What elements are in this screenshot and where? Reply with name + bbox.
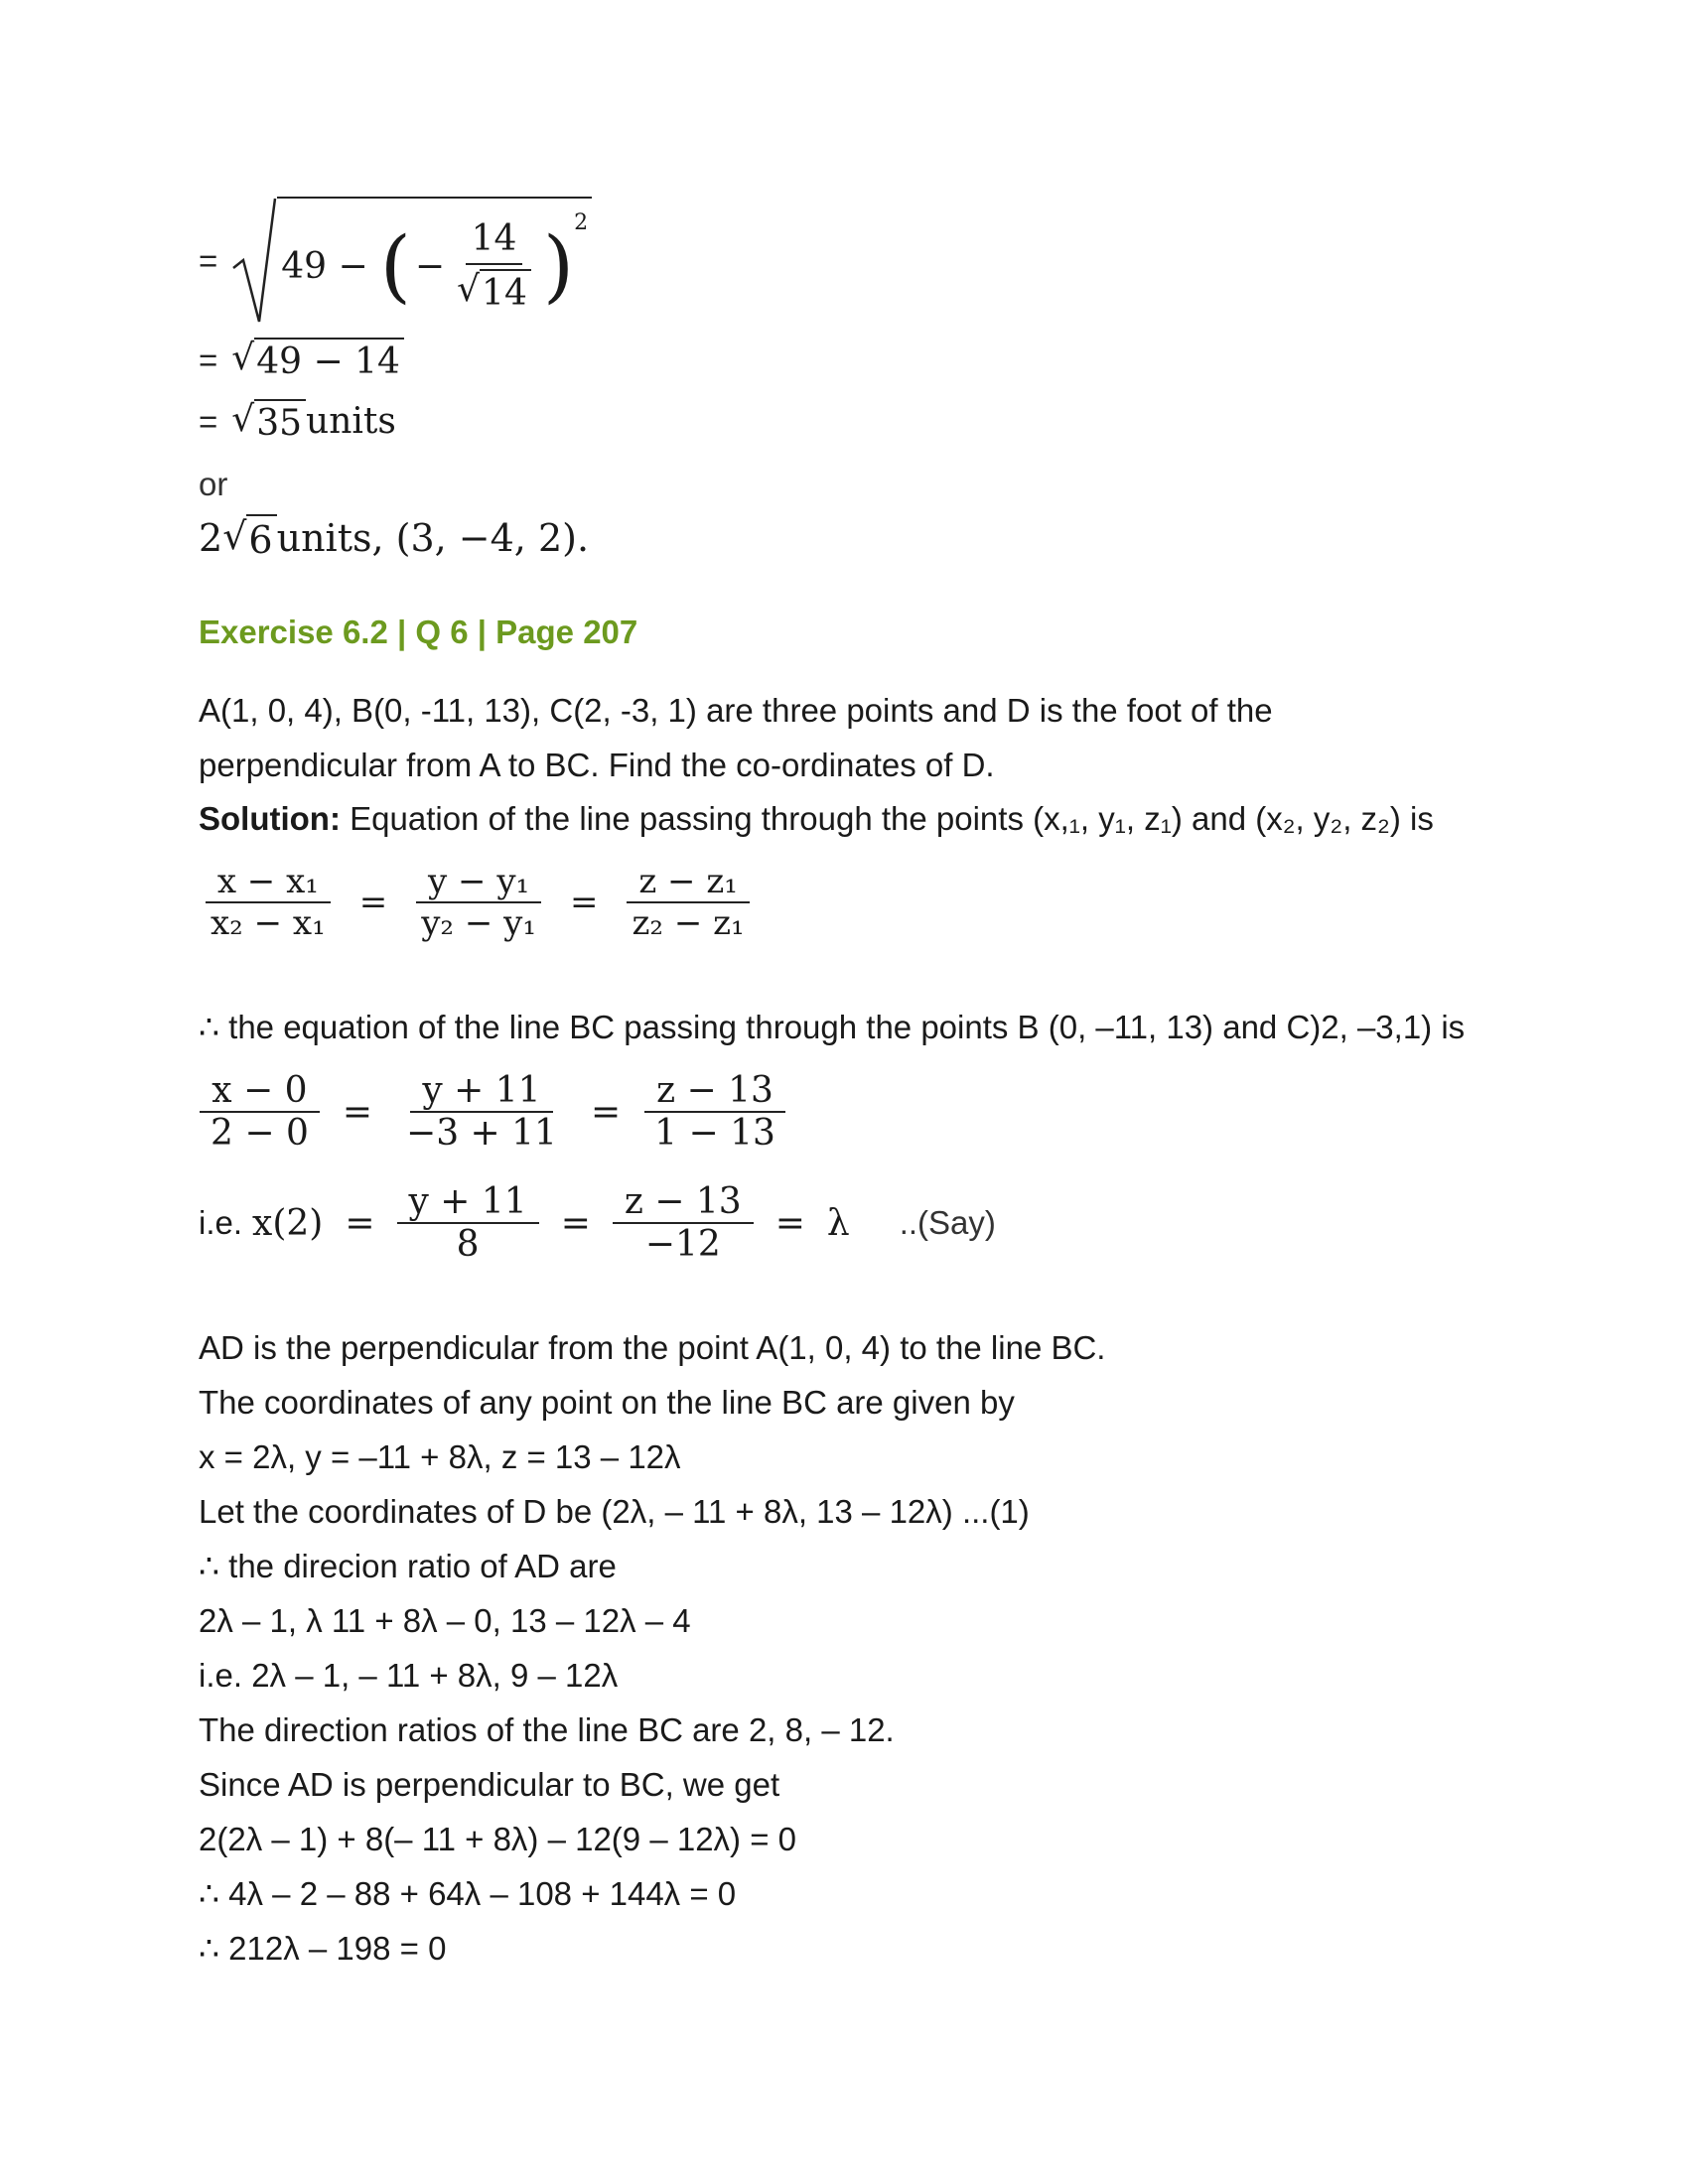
text-line: ∴ 4λ – 2 – 88 + 64λ – 108 + 144λ = 0 [199, 1875, 737, 1912]
text-line: 2λ – 1, λ 11 + 8λ – 0, 13 – 12λ – 4 [199, 1602, 691, 1639]
numerator: y + 11 [397, 1181, 539, 1224]
final-answer [199, 514, 589, 562]
equals-sign: = [774, 1202, 805, 1244]
denominator: y₂ − y₁ [421, 903, 536, 943]
equals-sign: = [590, 1091, 622, 1133]
equals-sign: = [345, 1202, 375, 1244]
numerator: z − 13 [613, 1181, 754, 1224]
denominator: 2 − 0 [211, 1113, 309, 1154]
numerator: x − 0 [200, 1070, 319, 1113]
bc-intro-line: ∴ the equation of the line BC passing through the points B (0, –11, 13) and C)2, –3,1) is [199, 1009, 1466, 1045]
sqrt-sign-icon [231, 197, 277, 326]
fraction-z [621, 862, 757, 943]
radicand: 49 − 14 [254, 338, 404, 382]
text-line: ∴ 212λ – 198 = 0 [199, 1930, 447, 1967]
lhs-expression: x(2) [252, 1202, 324, 1244]
denominator: z₂ − z₁ [632, 903, 745, 943]
equals-sign: = [560, 1202, 591, 1244]
right-paren: ) [542, 219, 575, 312]
fraction-x [199, 862, 338, 943]
text-line: AD is the perpendicular from the point A(1, 0, 4) to the line BC. [199, 1329, 1106, 1366]
solution-body [199, 1320, 1105, 1976]
sqrt-icon: √ [231, 399, 255, 440]
fraction-z [613, 1181, 754, 1265]
text-line: i.e. 2λ – 1, – 11 + 8λ, 9 – 12λ [199, 1657, 619, 1694]
fraction-x [199, 1070, 321, 1154]
minus-sign: − [414, 245, 446, 287]
fraction-14-over-sqrt14 [451, 218, 537, 314]
question-line-1: A(1, 0, 4), B(0, -11, 13), C(2, -3, 1) are three points and D is the foot of the [199, 692, 1273, 729]
unit-label: units [306, 401, 396, 442]
text-line: Let the coordinates of D be (2λ, – 11 + 8λ, 13 – 12λ) ...(1) [199, 1493, 1030, 1530]
denominator [451, 265, 537, 314]
fraction-y [394, 1070, 569, 1154]
equals-sign: = [199, 341, 218, 378]
text-line: Since AD is perpendicular to BC, we get [199, 1766, 780, 1803]
radicand: 35 [254, 399, 306, 444]
equals-sign: = [342, 1091, 373, 1133]
numerator: 14 [466, 218, 523, 265]
text-line: ∴ the direcion ratio of AD are [199, 1548, 617, 1584]
ie-equation [199, 1181, 996, 1265]
bc-line-equation [199, 1070, 787, 1154]
sqrt-icon: √ [222, 514, 247, 558]
denominator: 1 − 13 [654, 1113, 775, 1154]
fraction-y [409, 862, 548, 943]
ie-prefix: i.e. [199, 1204, 243, 1241]
fraction-y [397, 1181, 539, 1265]
denominator: −12 [644, 1224, 721, 1265]
left-paren: ( [379, 219, 411, 312]
radicand-part: 49 − [281, 245, 368, 287]
solution-label: Solution: [199, 800, 341, 837]
equals-sign: = [358, 883, 388, 922]
denominator-radicand: 14 [480, 269, 531, 314]
calc-line-1 [199, 197, 592, 326]
numerator: x − x₁ [206, 862, 331, 903]
exercise-heading: Exercise 6.2 | Q 6 | Page 207 [199, 614, 638, 650]
calc-line-2 [199, 338, 404, 382]
sqrt-icon: √ [231, 338, 255, 378]
denominator: 8 [456, 1224, 480, 1265]
denominator: x₂ − x₁ [211, 903, 326, 943]
radicand: 6 [246, 514, 276, 562]
exponent: 2 [574, 210, 589, 235]
solution-text: Equation of the line passing through the points (x,₁, y₁, z₁) and (x₂, y₂, z₂) is [340, 800, 1434, 837]
numerator: z − 13 [644, 1070, 785, 1113]
small-sqrt-icon: √ [457, 269, 481, 310]
or-text: or [199, 466, 228, 502]
calc-line-3 [199, 399, 396, 444]
text-line: x = 2λ, y = –11 + 8λ, z = 13 – 12λ [199, 1438, 681, 1475]
text-line: The coordinates of any point on the line BC are given by [199, 1384, 1015, 1421]
equals-sign: = [199, 242, 218, 279]
equals-sign: = [199, 402, 218, 440]
numerator: y − y₁ [416, 862, 541, 903]
numerator: y + 11 [410, 1070, 552, 1113]
say-note: ..(Say) [899, 1204, 996, 1241]
big-sqrt-expression [231, 197, 592, 326]
numerator: z − z₁ [627, 862, 750, 903]
general-line-equation [199, 862, 757, 943]
lambda-symbol: λ [826, 1202, 850, 1244]
text-line: 2(2λ – 1) + 8(– 11 + 8λ) – 12(9 – 12λ) = 0 [199, 1821, 796, 1857]
equals-sign: = [570, 883, 599, 922]
denominator: −3 + 11 [406, 1113, 557, 1154]
answer-tail: units, (3, −4, 2). [276, 516, 590, 560]
question-line-2: perpendicular from A to BC. Find the co-ordinates of D. [199, 747, 995, 783]
coefficient: 2 [199, 516, 223, 560]
solution-line [199, 791, 1434, 846]
fraction-z [642, 1070, 787, 1154]
text-line: The direction ratios of the line BC are 2, 8, – 12. [199, 1711, 895, 1748]
